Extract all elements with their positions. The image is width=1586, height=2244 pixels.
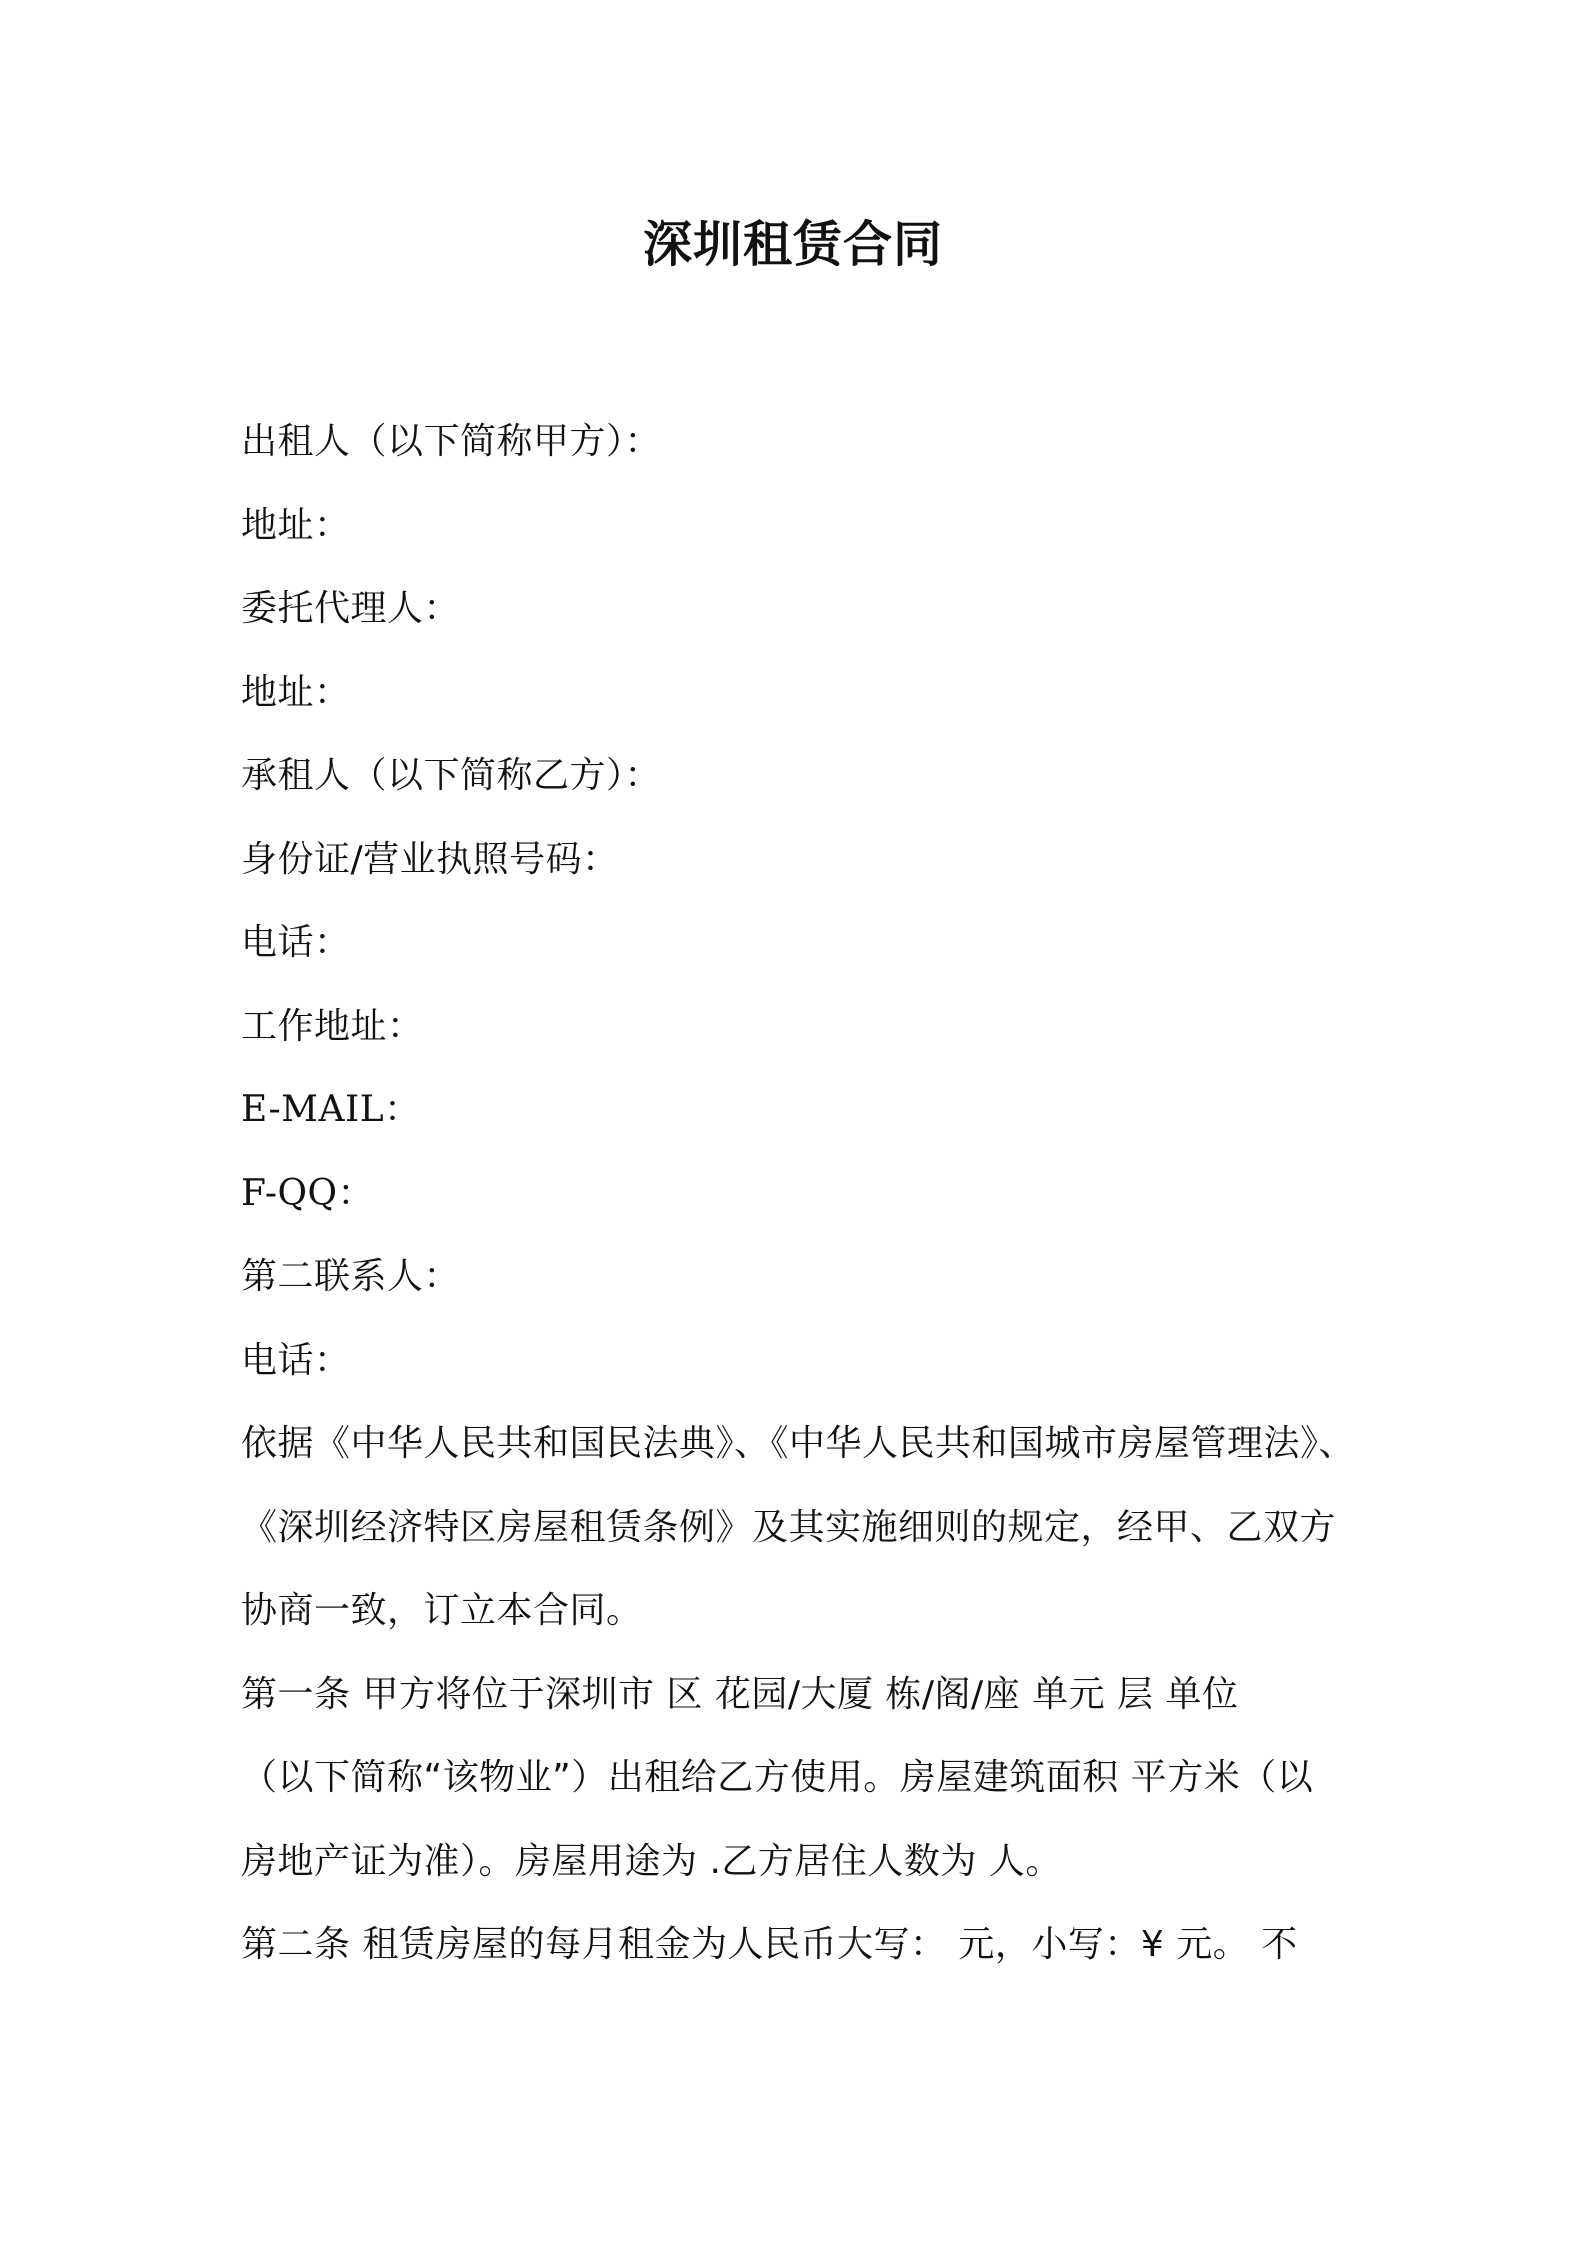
email-line: E-MAIL：: [241, 1089, 421, 1130]
basis-paragraph-line-1: 依据《中华人民共和国民法典》、《中华人民共和国城市房屋管理法》、: [241, 1423, 1356, 1464]
agent-line: 委托代理人：: [241, 588, 461, 629]
lessor-line: 出租人（以下简称甲方）：: [241, 421, 662, 462]
lessor-address-line: 地址：: [241, 504, 351, 546]
second-contact-phone-line: 电话：: [241, 1339, 351, 1381]
document-body: [241, 400, 1371, 1987]
agent-address-line: 地址：: [241, 671, 351, 713]
article-1-line-2: （以下简称“该物业”）出租给乙方使用。房屋建筑面积 平方米（以: [241, 1757, 1314, 1798]
document-title: 深圳租赁合同: [642, 216, 943, 273]
article-1-line-1: 第一条 甲方将位于深圳市 区 花园/大厦 栋/阁/座 单元 层 单位: [241, 1673, 1239, 1715]
basis-paragraph-line-3: 协商一致，订立本合同。: [241, 1590, 643, 1631]
second-contact-line: 第二联系人：: [241, 1256, 461, 1297]
phone-line: 电话：: [241, 922, 351, 963]
basis-paragraph-line-2: 《深圳经济特区房屋租赁条例》及其实施细则的规定，经甲、乙双方: [241, 1506, 1337, 1548]
qq-line: F-QQ：: [241, 1172, 375, 1214]
lessee-line: 承租人（以下简称乙方）：: [241, 755, 662, 796]
article-2-line-1: 第二条 租赁房屋的每月租金为人民币大写： 元，小写：¥ 元。 不: [241, 1924, 1298, 1965]
article-1-line-3: 房地产证为准）。房屋用途为 .乙方居住人数为 人。: [241, 1840, 1062, 1882]
work-address-line: 工作地址：: [241, 1005, 424, 1047]
id-number-line: 身份证/营业执照号码：: [241, 838, 619, 880]
